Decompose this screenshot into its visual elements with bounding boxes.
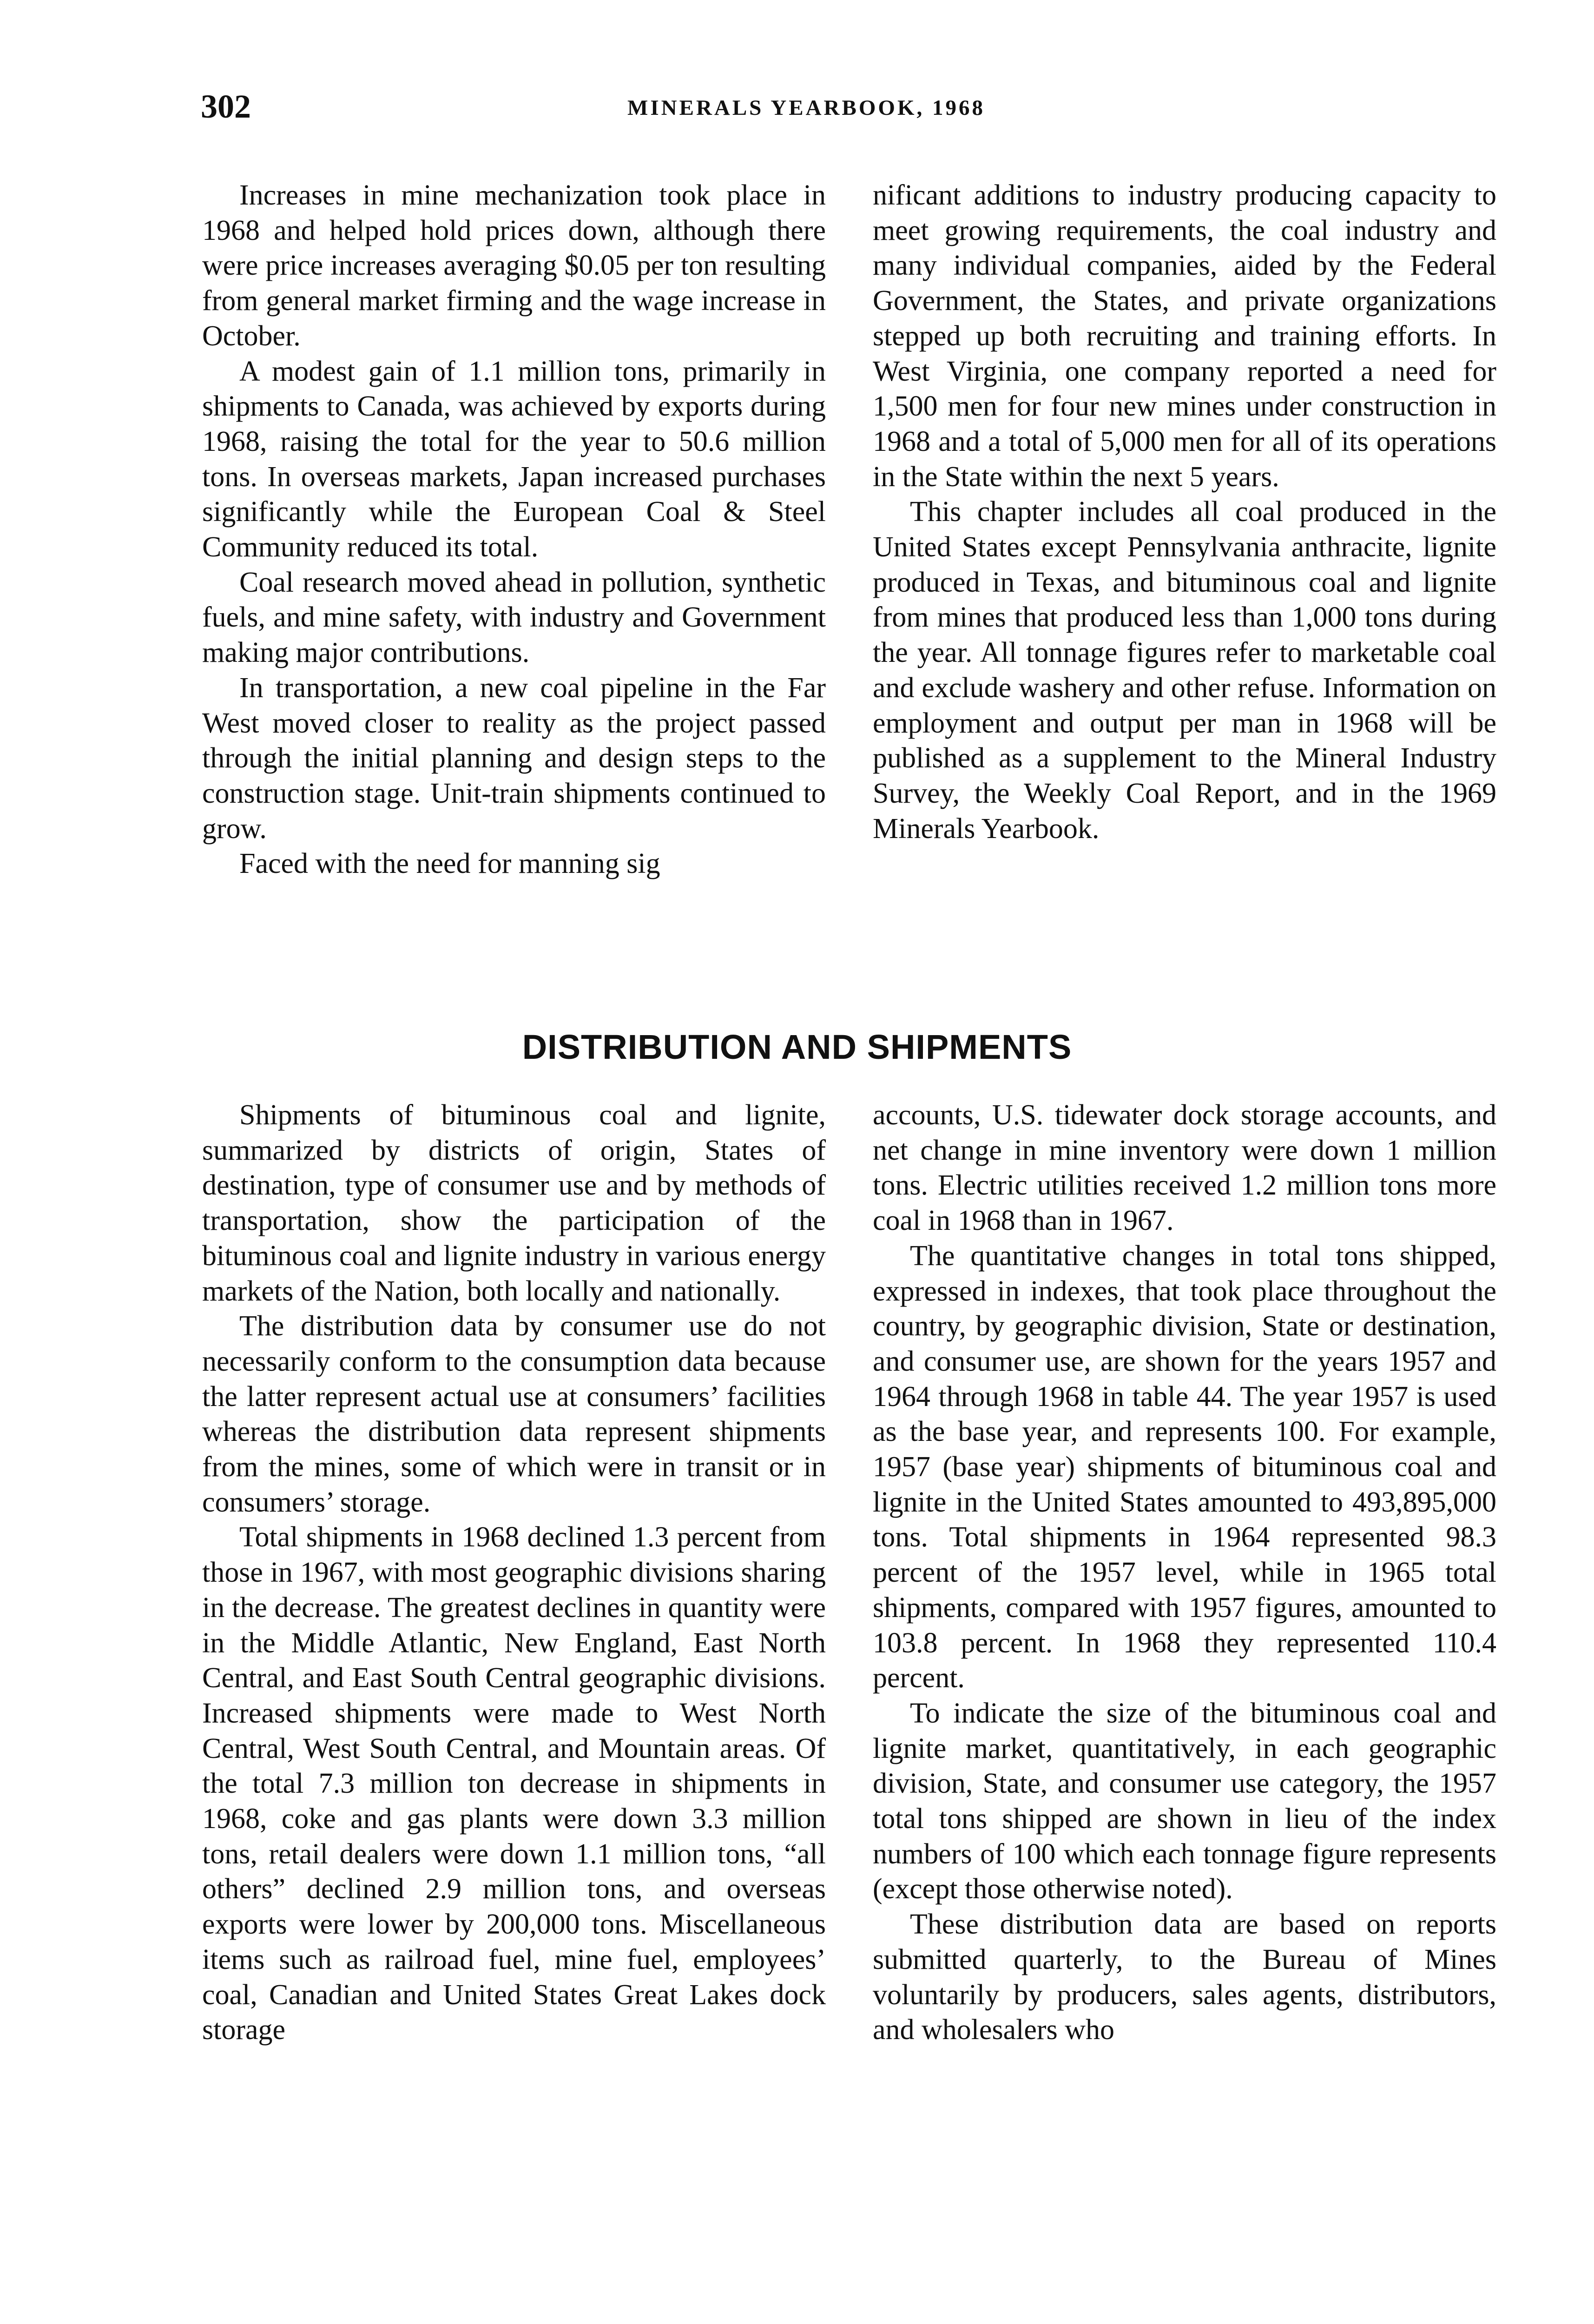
paragraph: Faced with the need for manning sig (239, 848, 660, 880)
paragraph: Shipments of bituminous coal and lignite, summarized by districts of origin, States of destination, type of consumer use and by methods of transportation, show the participation of the bituminous coal and lignite industry in various energy markets of the Nation, both locally and nationally. (202, 1099, 826, 1307)
running-title: MINERALS YEARBOOK, 1968 (627, 96, 986, 120)
paragraph: nificant additions to industry producing capacity to meet growing requirements, the coal industry and many individual companies, aided by the Federal Government, the States, and private organizations stepped up both recruiting and training efforts. In West Virginia, one company reported a need for 1,500 men for four new mines under construction in 1968 and a total of 5,000 men for all of its operations in the State within the next 5 years. (873, 179, 1496, 493)
paragraph: In transportation, a new coal pipeline in the Far West moved closer to reality as the project passed through the initial planning and design steps to the construction stage. Unit-train shipments continued to grow. (202, 672, 826, 845)
section-heading: DISTRIBUTION AND SHIPMENTS (522, 1028, 1072, 1066)
paragraph: A modest gain of 1.1 million tons, primarily in shipments to Canada, was achieved by exports during 1968, raising the total for the year to 50.6 million tons. In overseas markets, Japan increased purchases significantly while the European Coal & Steel Community reduced its total. (202, 355, 826, 563)
paragraph: Total shipments in 1968 declined 1.3 percent from those in 1967, with most geographic divisions sharing in the decrease. The greatest declines in quantity were in the Middle Atlantic, New England, East North Central, and East South Central geographic divisions. Increased shipments were made to West North Central, West South Central, and Mountain areas. Of the total 7.3 million ton decrease in shipments in 1968, coke and gas plants were down 3.3 million tons, retail dealers were down 1.1 million tons, “all others” declined 2.9 million tons, and overseas exports were lower by 200,000 tons. Miscellaneous items such as railroad fuel, mine fuel, employees’ coal, Canadian and United States Great Lakes dock storage (202, 1521, 826, 2046)
paragraph: accounts, U.S. tidewater dock storage accounts, and net change in mine inventory were down 1 million tons. Electric utilities received 1.2 million tons more coal in 1968 than in 1967. (873, 1099, 1496, 1237)
paragraph: The quantitative changes in total tons shipped, expressed in indexes, that took place throughout the country, by geographic division, State or destination, and consumer use, are shown for the years 1957 and 1964 through 1968 in table 44. The year 1957 is used as the base year, and represents 100. For example, 1957 (base year) shipments of bituminous coal and lignite in the United States amounted to 493,895,000 tons. Total shipments in 1964 represented 98.3 percent of the 1957 level, while in 1965 total shipments, compared with 1957 figures, amounted to 103.8 percent. In 1968 they represented 110.4 percent. (873, 1240, 1496, 1694)
paragraph: Coal research moved ahead in pollution, synthetic fuels, and mine safety, with industry and Government making major contributions. (202, 566, 826, 669)
paragraph: These distribution data are based on reports submitted quarterly, to the Bureau of Mines voluntarily by producers, sales agents, distributors, and wholesalers who (873, 1908, 1496, 2046)
distribution-right-column (873, 1098, 1496, 2048)
distribution-left-column (202, 1098, 826, 2048)
intro-right-column (873, 178, 1496, 846)
page-number: 302 (201, 88, 251, 125)
paragraph: Increases in mine mechanization took place in 1968 and helped hold prices down, although there were price increases averaging $0.05 per ton resulting from general market firming and the wage increase in October. (202, 179, 826, 352)
paragraph: This chapter includes all coal produced in the United States except Pennsylvania anthracite, lignite produced in Texas, and bituminous coal and lignite from mines that produced less than 1,000 tons during the year. All tonnage figures refer to marketable coal and exclude washery and other refuse. Information on employment and output per man in 1968 will be published as a supplement to the Mineral Industry Survey, the Weekly Coal Report, and in the 1969 Minerals Yearbook. (873, 496, 1496, 845)
intro-left-column (202, 178, 826, 882)
paragraph: The distribution data by consumer use do not necessarily conform to the consumption data because the latter represent actual use at consumers’ facilities whereas the distribution data represent shipments from the mines, some of which were in transit or in consumers’ storage. (202, 1310, 826, 1518)
paragraph: To indicate the size of the bituminous coal and lignite market, quantitatively, in each geographic division, State, and consumer use category, the 1957 total tons shipped are shown in lieu of the index numbers of 100 which each tonnage figure represents (except those otherwise noted). (873, 1697, 1496, 1905)
